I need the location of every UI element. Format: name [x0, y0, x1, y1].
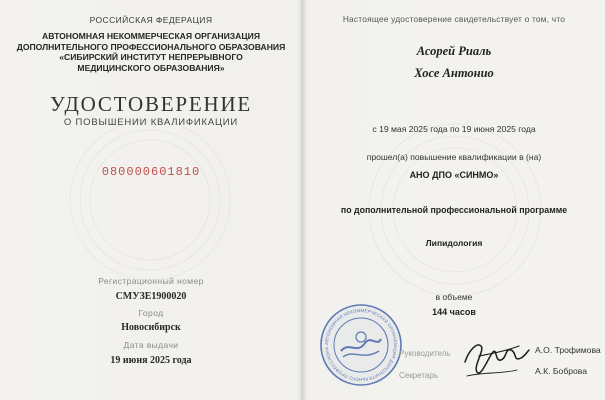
program-topic: Липидология	[425, 238, 483, 248]
signer-head-name: А.О. Трофимова	[535, 345, 601, 355]
left-page	[0, 0, 302, 400]
document-subtitle: О ПОВЫШЕНИИ КВАЛИФИКАЦИИ	[63, 117, 239, 128]
program-statement: по дополнительной профессиональной программе	[340, 205, 568, 215]
organization-line: «СИБИРСКИЙ ИНСТИТУТ НЕПРЕРЫВНОГО	[59, 52, 243, 62]
official-stamp-seal-icon	[319, 303, 403, 387]
serial-number: 080000601810	[101, 165, 201, 179]
city-value: Новосибирск	[121, 322, 181, 333]
training-period: с 19 мая 2025 года по 19 июня 2025 года	[372, 124, 536, 134]
training-organization: АНО ДПО «СИНМО»	[409, 170, 499, 180]
holder-surname: Асорей Риаль	[416, 44, 492, 58]
organization-line: АВТОНОМНАЯ НЕКОММЕРЧЕСКАЯ ОРГАНИЗАЦИЯ	[41, 31, 261, 41]
registration-label: Регистрационный номер	[98, 276, 204, 286]
right-page	[303, 0, 605, 400]
issue-date-label: Дата выдачи	[123, 340, 179, 350]
country-header: РОССИЙСКАЯ ФЕДЕРАЦИЯ	[89, 15, 213, 25]
registration-value: СМУЗЕ1900020	[115, 291, 187, 302]
secretary-label: Секретарь	[399, 371, 438, 380]
training-statement: прошел(а) повышение квалификации в (на)	[366, 152, 542, 162]
hours-value: 144 часов	[432, 307, 476, 317]
head-label: Руководитель	[399, 349, 451, 358]
organization-name	[0, 31, 302, 73]
issue-date-value: 19 июня 2025 года	[110, 355, 192, 366]
holder-given-names: Хосе Антонио	[414, 66, 494, 80]
stamp-text: АВТОНОМНАЯ НЕКОММЕРЧЕСКАЯ ОРГАНИЗАЦИЯ ДОПОЛНИТЕЛЬНОГО ПРОФЕССИОНА	[323, 307, 399, 383]
document-title: УДОСТОВЕРЕНИЕ	[49, 92, 253, 116]
volume-label: в объеме	[435, 292, 473, 302]
signer-secretary-name: А.К. Боброва	[535, 366, 588, 376]
city-label: Город	[138, 308, 164, 318]
handwritten-signature-icon	[459, 332, 531, 380]
certificate-intro: Настоящее удостоверение свидетельствует о том, что	[342, 14, 566, 24]
organization-line: МЕДИЦИНСКОГО ОБРАЗОВАНИЯ»	[77, 62, 225, 73]
organization-line: ДОПОЛНИТЕЛЬНОГО ПРОФЕССИОНАЛЬНОГО ОБРАЗОВАНИЯ	[16, 41, 286, 52]
